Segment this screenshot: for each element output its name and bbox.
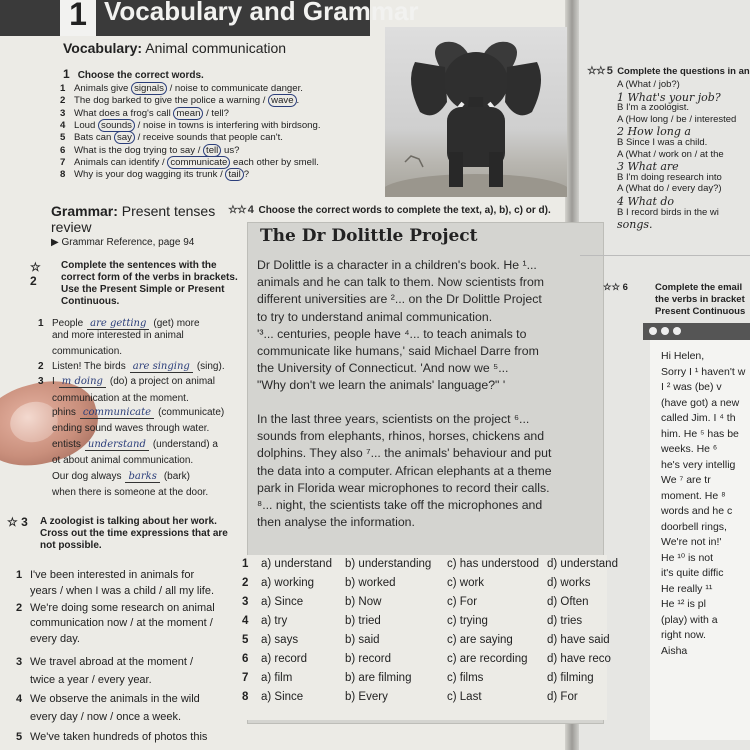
option-a: a) record bbox=[261, 653, 308, 665]
reading-line: the data into a computer. African elephants at a theme bbox=[257, 463, 552, 478]
line-number: 2 bbox=[38, 361, 44, 372]
ex2-line bbox=[38, 455, 193, 466]
ex2-line bbox=[38, 407, 224, 418]
ex5-instruction: ☆☆ 5 Complete the questions in an bbox=[587, 65, 750, 77]
item-number: 5 bbox=[60, 132, 66, 144]
email-line: He ¹² is pl bbox=[661, 598, 706, 610]
email-line: (play) with a bbox=[661, 613, 718, 626]
line-text: I've been interested in animals for bbox=[30, 569, 195, 581]
circled-answer: say bbox=[114, 131, 135, 144]
ex5-line: songs. bbox=[617, 218, 653, 232]
reading-paragraph-1 bbox=[257, 257, 597, 395]
ex2-line bbox=[38, 346, 122, 357]
line-text: (sing). bbox=[196, 361, 225, 372]
ex5-line: A (What / job?) bbox=[617, 79, 680, 90]
item-text: / noise in towns is interfering with birdsong. bbox=[134, 119, 321, 131]
ex6-instruction-line: Present Continuous bbox=[655, 306, 746, 317]
item-number: 1 bbox=[60, 83, 66, 94]
reading-line: then analyse the information. bbox=[257, 515, 415, 530]
ex2-instruction-line: Continuous. bbox=[61, 296, 120, 307]
ex3-line bbox=[30, 617, 213, 629]
line-text: and more interested in animal bbox=[52, 330, 184, 341]
ex3-line bbox=[16, 602, 215, 614]
option-c: c) has understood bbox=[447, 558, 540, 570]
ex6-stars: ☆☆ 6 bbox=[603, 282, 628, 293]
reading-line: In the last three years, scientists on the project ⁶... bbox=[257, 412, 530, 426]
option-b: b) tried bbox=[345, 615, 381, 627]
ex2-instruction-line: Use the Present Simple or Present bbox=[61, 284, 225, 295]
ex5-line: 1 What's your job? bbox=[617, 90, 721, 104]
line-number: 3 bbox=[16, 656, 23, 668]
item-number: 4 bbox=[60, 119, 66, 131]
item-text: / tell? bbox=[203, 107, 230, 119]
circled-answer: signals bbox=[131, 82, 167, 95]
option-c: c) work bbox=[447, 577, 485, 589]
item-number: 6 bbox=[60, 144, 66, 156]
circled-answer: communicate bbox=[167, 156, 230, 169]
reading-line: sounds from elephants, rhinos, horses, chickens and bbox=[257, 429, 545, 444]
email-line: He ¹⁰ is not bbox=[661, 551, 714, 564]
option-b: b) Every bbox=[345, 691, 388, 703]
line-text: twice a year / every year. bbox=[30, 674, 152, 686]
circled-answer: sounds bbox=[98, 119, 135, 132]
item-text: Animals give bbox=[74, 83, 132, 94]
circled-answer: tell bbox=[203, 144, 221, 157]
item-number: 3 bbox=[60, 107, 66, 119]
circled-answer: mean bbox=[173, 107, 203, 120]
option-a: a) working bbox=[261, 577, 315, 589]
option-number: 6 bbox=[242, 653, 249, 665]
item-number: 2 bbox=[60, 95, 66, 107]
line-text: Our dog always bbox=[52, 471, 122, 482]
ex3-line bbox=[16, 569, 194, 581]
option-d: d) For bbox=[547, 691, 578, 703]
email-line: him. He ⁵ has be bbox=[661, 427, 739, 440]
line-text: ot about animal communication. bbox=[52, 455, 194, 466]
email-line: Aisha bbox=[661, 644, 688, 657]
option-a: a) film bbox=[261, 672, 293, 684]
unit-number: 1 bbox=[60, 0, 96, 36]
item-text: / noise to communicate danger. bbox=[166, 83, 303, 94]
option-a: a) understand bbox=[261, 558, 332, 570]
email-line: Sorry I ¹ haven't w bbox=[661, 365, 746, 378]
email-line: Hi Helen, bbox=[661, 350, 705, 362]
line-number: 1 bbox=[16, 569, 23, 581]
option-row bbox=[242, 596, 607, 612]
line-text: We've taken hundreds of photos this bbox=[30, 731, 208, 743]
option-number: 2 bbox=[242, 577, 249, 589]
line-text: ending sound waves through water. bbox=[52, 423, 210, 434]
option-b: b) Now bbox=[345, 596, 382, 608]
line-text: (understand) a bbox=[152, 439, 218, 450]
reading-line: animals and he can talk to them. Now scientists from bbox=[257, 275, 545, 290]
item-text: . bbox=[296, 95, 300, 107]
email-line: words and he c bbox=[661, 505, 733, 517]
item-number: 7 bbox=[60, 156, 66, 168]
line-text: Listen! The birds bbox=[52, 361, 126, 372]
handwritten-answer: m doing bbox=[59, 376, 106, 388]
line-text: communication now / at the moment / bbox=[30, 617, 213, 629]
option-d: d) Often bbox=[547, 596, 589, 608]
ex2-stars: ☆ 2 bbox=[30, 260, 41, 288]
option-row bbox=[242, 653, 611, 669]
ex5-line: 4 What do bbox=[617, 195, 675, 208]
ex2-instruction-line: Complete the sentences with the bbox=[61, 260, 217, 271]
option-d: d) have reco bbox=[547, 653, 611, 665]
ex5-line: A (What / work on / at the bbox=[617, 148, 724, 160]
option-number: 5 bbox=[242, 634, 249, 646]
line-text: entists bbox=[52, 439, 81, 450]
email-line: I ² was (be) v bbox=[661, 381, 722, 393]
elephant-photo bbox=[385, 27, 567, 197]
item-text: ? bbox=[243, 169, 250, 181]
ex5-line: A (How long / be / interested bbox=[617, 113, 737, 125]
vocab-item bbox=[60, 83, 303, 94]
handwritten-answer: are singing bbox=[130, 361, 193, 373]
handwritten-answer: understand bbox=[85, 439, 149, 451]
email-line: he's very intellig bbox=[661, 458, 736, 471]
handwritten-answer: barks bbox=[125, 471, 159, 483]
email-line: it's quite diffic bbox=[661, 567, 724, 579]
line-text: years / when I was a child / all my life. bbox=[30, 585, 215, 597]
vocab-item bbox=[60, 169, 249, 180]
reading-line: '³... centuries, people have ⁴... to teach animals to bbox=[257, 326, 527, 341]
ex3-instruction-line: not possible. bbox=[40, 540, 102, 551]
grammar-heading: Grammar: Present tenses bbox=[51, 203, 216, 219]
email-line: right now. bbox=[661, 629, 706, 641]
ex3-stars: ☆ 3 bbox=[7, 515, 28, 529]
handwritten-answer: are getting bbox=[87, 318, 149, 330]
reading-line: ⁸... night, the scientists take off the microphones and bbox=[257, 498, 543, 513]
option-row bbox=[242, 672, 607, 688]
option-b: b) worked bbox=[345, 577, 396, 589]
email-line: doorbell rings, bbox=[661, 520, 727, 533]
line-number: 2 bbox=[16, 602, 23, 614]
reading-line: park in Florida wear microphones to record their calls. bbox=[257, 480, 550, 495]
line-number: 3 bbox=[38, 376, 44, 387]
line-number: 4 bbox=[16, 693, 23, 705]
ex2-line bbox=[38, 439, 218, 450]
ex3-line bbox=[16, 731, 207, 743]
vocab-item bbox=[60, 157, 319, 168]
vocab-item bbox=[60, 145, 239, 156]
ex5-line: 3 What are bbox=[617, 160, 679, 174]
divider bbox=[580, 255, 750, 256]
vocabulary-heading: Vocabulary: Animal communication bbox=[63, 40, 287, 56]
line-text: (bark) bbox=[163, 471, 190, 482]
option-b: b) understanding bbox=[345, 558, 432, 570]
option-d: d) works bbox=[547, 577, 591, 589]
reading-line: Dr Dolittle is a character in a children's book. He ¹... bbox=[257, 258, 537, 272]
ex3-line bbox=[30, 585, 214, 597]
vocab-item bbox=[60, 132, 283, 143]
line-text: phins bbox=[52, 407, 76, 418]
line-text: communication at the moment. bbox=[52, 393, 189, 404]
option-number: 4 bbox=[242, 615, 249, 627]
line-text: I bbox=[52, 376, 55, 387]
line-text: People bbox=[52, 318, 84, 329]
item-text: / receive sounds that people can't. bbox=[134, 132, 283, 144]
option-number: 7 bbox=[242, 672, 249, 684]
option-b: b) said bbox=[345, 634, 380, 646]
option-b: b) are filming bbox=[345, 672, 412, 684]
reading-title: The Dr Dolittle Project bbox=[260, 226, 478, 246]
line-text: We observe the animals in the wild bbox=[30, 693, 200, 705]
ex5-line: B I'm doing research into bbox=[617, 171, 722, 183]
item-text: Animals can identify / bbox=[74, 156, 168, 168]
line-text: every day. bbox=[30, 633, 80, 645]
ex3-line bbox=[30, 674, 152, 686]
item-number: 8 bbox=[60, 169, 66, 181]
option-b: b) record bbox=[345, 653, 392, 665]
option-c: c) Last bbox=[447, 691, 482, 703]
ex5-line: A (What do / every day?) bbox=[617, 183, 722, 195]
ex3-line bbox=[30, 711, 181, 723]
line-text: We travel abroad at the moment / bbox=[30, 656, 194, 668]
line-text: We're doing some research on animal bbox=[30, 602, 215, 614]
ex2-line bbox=[38, 471, 190, 482]
email-line: moment. He ⁸ bbox=[661, 489, 726, 502]
email-line: weeks. He ⁶ bbox=[661, 443, 718, 455]
option-row bbox=[242, 634, 610, 650]
item-text: Bats can bbox=[74, 132, 114, 144]
reading-line: to try to understand animal communication. bbox=[257, 309, 493, 324]
option-row bbox=[242, 615, 607, 631]
reading-line: the University of Connecticut. 'And now we ⁵... bbox=[257, 361, 509, 376]
reading-line: dolphins. They also ⁷... the animals' behaviour and put bbox=[257, 446, 552, 461]
item-text: What does a frog's call bbox=[74, 107, 174, 119]
ex3-instruction-line: A zoologist is talking about her work. bbox=[40, 516, 217, 527]
ex5-line: B I record birds in the wi bbox=[617, 206, 719, 218]
ex2-line bbox=[38, 487, 208, 498]
option-c: c) are saying bbox=[447, 634, 513, 646]
reading-line: different universities are ²... on the Dr Dolittle Project bbox=[257, 292, 542, 307]
elephant-illustration bbox=[385, 27, 567, 197]
handwritten-answer: communicate bbox=[80, 407, 154, 419]
vocab-item bbox=[60, 108, 229, 119]
option-a: a) Since bbox=[261, 691, 304, 703]
line-text: when there is someone at the door. bbox=[52, 487, 209, 498]
ex6-instruction-line: the verbs in bracket bbox=[655, 294, 745, 305]
vocab-item bbox=[60, 120, 321, 131]
option-c: c) films bbox=[447, 672, 484, 684]
email-line: We ⁷ are tr bbox=[661, 474, 711, 486]
option-d: d) tries bbox=[547, 615, 583, 627]
item-text: The dog barked to give the police a warning / bbox=[74, 95, 269, 107]
option-row bbox=[242, 691, 607, 707]
email-line: called Jim. I ⁴ th bbox=[661, 412, 736, 424]
option-c: c) For bbox=[447, 596, 478, 608]
option-a: a) says bbox=[261, 634, 299, 646]
item-text: Why is your dog wagging its trunk / bbox=[74, 169, 226, 181]
ex2-line bbox=[38, 376, 215, 387]
ex3-line bbox=[30, 633, 80, 645]
ex2-line bbox=[38, 318, 200, 329]
ex2-line bbox=[38, 423, 209, 434]
ex4-instruction: ☆☆ 4 Choose the correct words to complete the text, a), b), c) or d). bbox=[228, 204, 551, 216]
line-text: (get) more bbox=[153, 318, 200, 329]
ex2-line bbox=[38, 361, 225, 372]
ex3-line bbox=[16, 693, 200, 705]
item-text: Loud bbox=[74, 119, 99, 131]
reading-paragraph-2 bbox=[257, 411, 597, 531]
ex5-line: 2 How long a bbox=[617, 125, 691, 139]
option-number: 3 bbox=[242, 596, 249, 608]
ex2-line bbox=[38, 393, 189, 404]
option-c: c) are recording bbox=[447, 653, 528, 665]
ex5-line: B I'm a zoologist. bbox=[617, 102, 690, 114]
ex3-line bbox=[16, 656, 193, 668]
line-text: (communicate) bbox=[158, 407, 225, 418]
ex2-instruction-line: correct form of the verbs in brackets. bbox=[61, 272, 238, 283]
email-titlebar bbox=[643, 323, 750, 340]
option-number: 1 bbox=[242, 558, 249, 570]
line-text: every day / now / once a week. bbox=[30, 711, 182, 723]
ex2-line bbox=[38, 330, 184, 341]
email-line: He really ¹¹ bbox=[661, 582, 713, 595]
email-line: We're not in!' bbox=[661, 536, 722, 548]
ex6-instruction-line: Complete the email bbox=[655, 282, 743, 293]
ex1-instruction: 1 Choose the correct words. bbox=[63, 67, 204, 81]
option-a: a) Since bbox=[261, 596, 304, 608]
ex3-instruction-line: Cross out the time expressions that are bbox=[40, 528, 228, 539]
option-number: 8 bbox=[242, 691, 249, 703]
item-text: us? bbox=[221, 144, 240, 156]
option-d: d) filming bbox=[547, 672, 594, 684]
line-text: (do) a project on animal bbox=[109, 376, 215, 387]
grammar-reference: ▶ Grammar Reference, page 94 bbox=[51, 237, 195, 248]
option-row bbox=[242, 558, 618, 574]
email-line: (have got) a new bbox=[661, 396, 740, 409]
reading-line: "Why don't we learn the animals' language?" ' bbox=[257, 378, 506, 393]
grammar-heading-line2: review bbox=[51, 219, 92, 235]
unit-title: Vocabulary and Grammar bbox=[104, 0, 419, 26]
line-number: 1 bbox=[38, 318, 44, 329]
line-number: 5 bbox=[16, 731, 23, 743]
line-text: communication. bbox=[52, 346, 123, 357]
circled-answer: tail bbox=[225, 168, 243, 181]
option-c: c) trying bbox=[447, 615, 488, 627]
item-text: each other by smell. bbox=[230, 156, 319, 168]
ex5-line: B Since I was a child. bbox=[617, 137, 708, 148]
option-a: a) try bbox=[261, 615, 288, 627]
option-d: d) have said bbox=[547, 634, 610, 646]
option-row bbox=[242, 577, 607, 593]
item-text: What is the dog trying to say / bbox=[74, 144, 204, 156]
vocab-item bbox=[60, 95, 299, 106]
reading-line: communicate like humans,' said Michael Darre from bbox=[257, 344, 539, 359]
circled-answer: wave bbox=[268, 94, 296, 107]
option-d: d) understand bbox=[547, 558, 618, 570]
